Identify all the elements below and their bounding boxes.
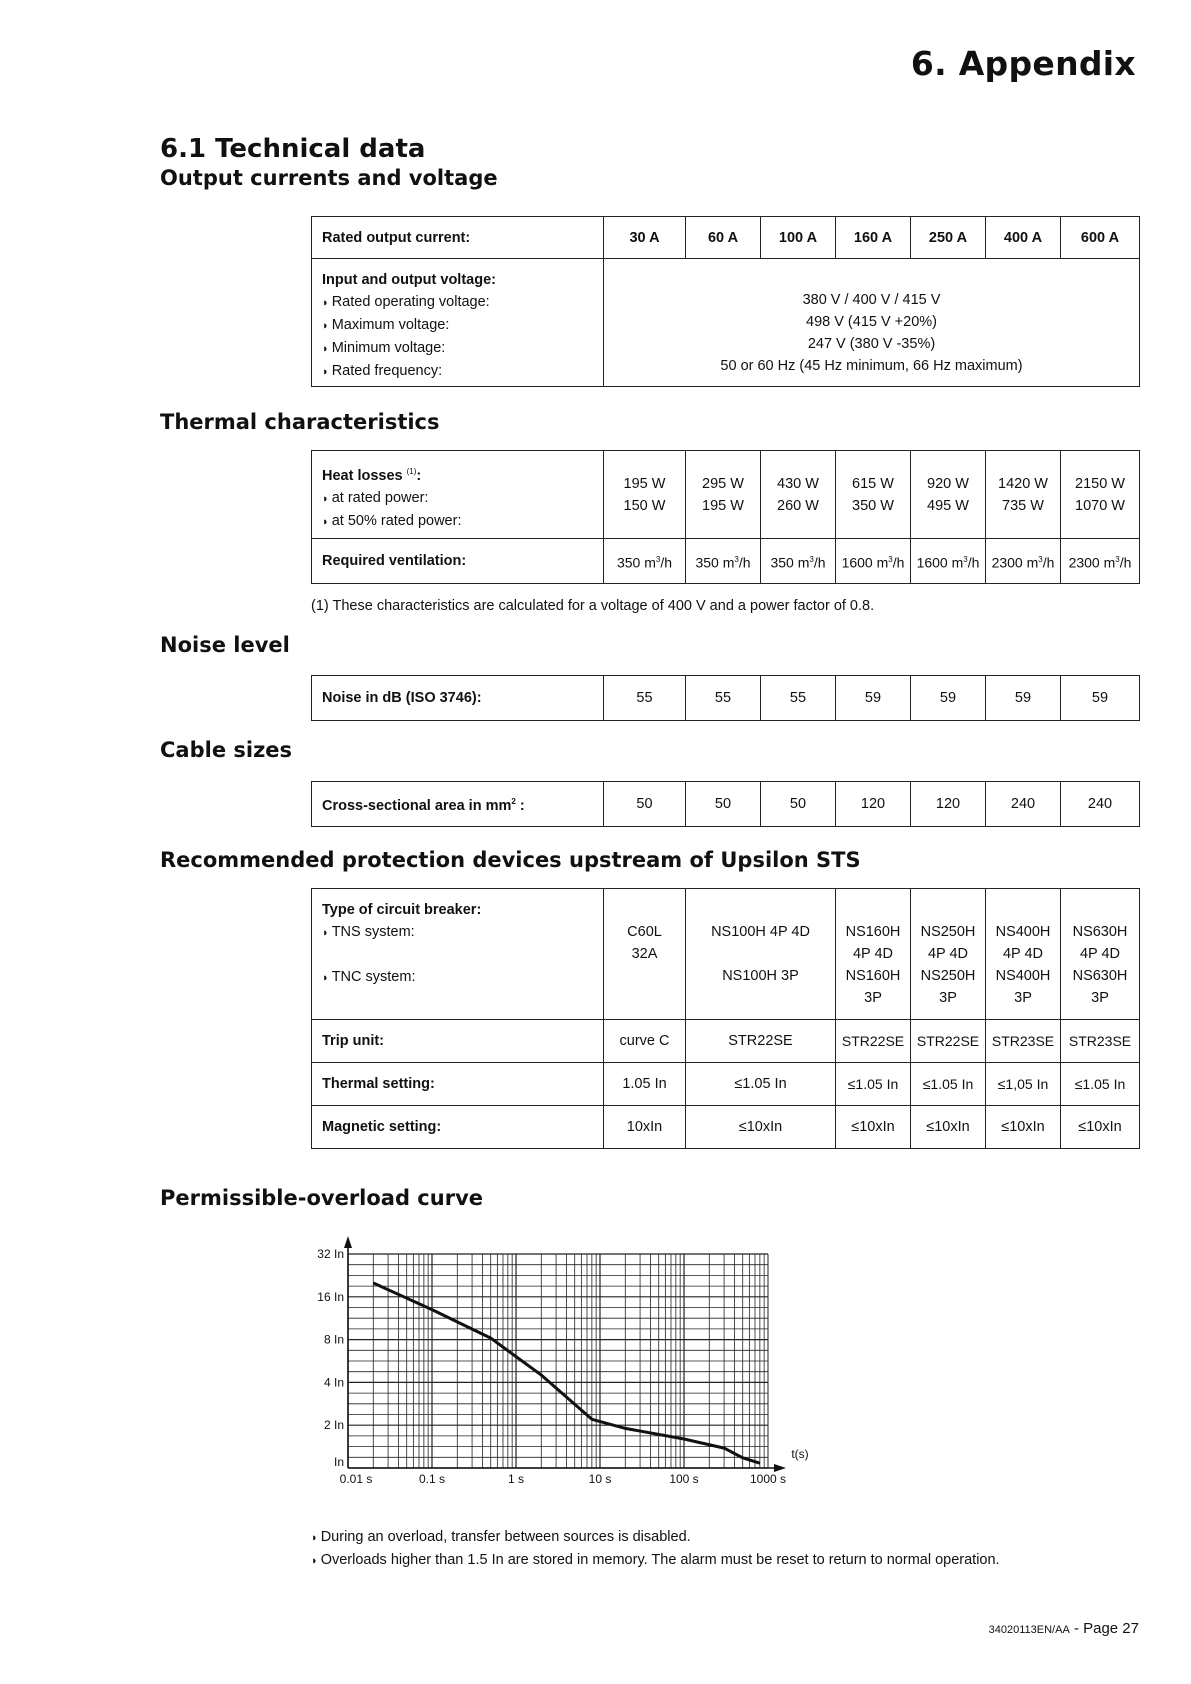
- noise-cell: 55: [604, 676, 686, 721]
- vent-unit-post: /h: [813, 554, 826, 571]
- vent-unit: m: [797, 554, 810, 571]
- thermal-setting-cell: ≤1,05 In: [986, 1063, 1061, 1106]
- vent-value: 1600: [916, 554, 948, 571]
- heat-loss-half: 350 W: [852, 497, 894, 514]
- table-row: [312, 1063, 1140, 1106]
- voltage-label: ◗ Maximum voltage:: [322, 314, 593, 337]
- table-row: [312, 1020, 1140, 1063]
- vent-value: 350: [770, 554, 794, 571]
- breaker-line: NS400H: [995, 968, 1051, 984]
- ventilation-cell: [1061, 539, 1140, 584]
- chart-grid: [348, 1254, 768, 1468]
- heat-loss-rated: 615 W: [852, 475, 894, 492]
- breaker-line: 3P: [1091, 990, 1109, 1006]
- noise-cell: 55: [686, 676, 761, 721]
- heat-loss-rated: 295 W: [702, 475, 744, 492]
- heat-loss-half: 495 W: [927, 497, 969, 514]
- noise-cell: 59: [986, 676, 1061, 721]
- vent-unit: m: [644, 554, 656, 571]
- ventilation-cell: [686, 539, 761, 584]
- noise-cell: 55: [761, 676, 836, 721]
- voltage-label: ◗ Minimum voltage:: [322, 337, 593, 360]
- breaker-labels: [312, 889, 604, 1020]
- heat-loss-half: 195 W: [702, 497, 744, 514]
- ventilation-cell: [836, 539, 911, 584]
- vent-unit-sup: 3: [734, 554, 739, 564]
- chapter-title: 6. Appendix: [910, 44, 1136, 83]
- ventilation-cell: [604, 539, 686, 584]
- magnetic-setting-label: Magnetic setting:: [312, 1106, 604, 1149]
- noise-table: [311, 675, 1140, 721]
- heat-loss-cell: [686, 451, 761, 539]
- breaker-cell: [1061, 889, 1140, 1020]
- magnetic-setting-cell: ≤10xIn: [911, 1106, 986, 1149]
- thermal-setting-label: Thermal setting:: [312, 1063, 604, 1106]
- breaker-title: Type of circuit breaker:: [322, 902, 482, 918]
- table-row: [312, 451, 1140, 539]
- voltage-title: Input and output voltage:: [322, 272, 496, 288]
- heat-loss-cell: [1061, 451, 1140, 539]
- y-tick-label: 2 In: [323, 1418, 344, 1433]
- cable-cell: 240: [1061, 782, 1140, 827]
- half-power-label: ◗ at 50% rated power:: [322, 510, 593, 533]
- thermal-setting-cell: ≤1.05 In: [836, 1063, 911, 1106]
- voltage-label: ◗ Rated operating voltage:: [322, 291, 593, 314]
- vent-unit-sup: 3: [655, 554, 661, 564]
- heat-loss-rated: 195 W: [623, 475, 666, 492]
- x-tick-label: 0.01 s: [339, 1472, 373, 1486]
- breaker-line: NS250H: [920, 924, 976, 940]
- current-cell: 400 A: [986, 217, 1061, 259]
- x-tick-label: 100 s: [669, 1472, 699, 1486]
- overload-heading: Permissible-overload curve: [160, 1186, 483, 1210]
- magnetic-setting-cell: ≤10xIn: [986, 1106, 1061, 1149]
- cable-cell: 50: [686, 782, 761, 827]
- cable-label-sup: 2: [511, 797, 516, 807]
- current-cell: 30 A: [604, 217, 686, 259]
- overload-notes: [311, 1526, 1000, 1572]
- thermal-setting-cell: ≤1.05 In: [1061, 1063, 1140, 1106]
- vent-unit: m: [1103, 554, 1116, 571]
- magnetic-setting-cell: ≤10xIn: [836, 1106, 911, 1149]
- doc-ref: 34020113EN/AA: [988, 1624, 1070, 1636]
- thermal-setting-cell: 1.05 In: [604, 1063, 686, 1106]
- vent-unit-sup: 3: [1115, 554, 1120, 564]
- table-row: [312, 676, 1140, 721]
- cable-table: [311, 781, 1140, 827]
- thermal-heading: Thermal characteristics: [160, 410, 440, 434]
- y-tick-label: 16 In: [317, 1289, 344, 1304]
- vent-unit-post: /h: [660, 554, 673, 571]
- voltage-value: 50 or 60 Hz (45 Hz minimum, 66 Hz maximum): [720, 357, 1023, 374]
- heat-loss-cell: [761, 451, 836, 539]
- tnc-label: ◗ TNC system:: [322, 966, 593, 989]
- overload-note: ◗ Overloads higher than 1.5 In are stored in memory. The alarm must be reset to return to normal operation.: [311, 1549, 1000, 1572]
- vent-unit-post: /h: [967, 554, 980, 571]
- magnetic-setting-cell: 10xIn: [604, 1106, 686, 1149]
- vent-unit-sup: 3: [888, 554, 893, 564]
- voltage-value: 247 V (380 V -35%): [807, 335, 936, 352]
- trip-cell: STR22SE: [686, 1020, 836, 1063]
- heat-loss-cell: [604, 451, 686, 539]
- vent-unit: m: [1026, 554, 1039, 571]
- breaker-line: 4P 4D: [927, 946, 969, 962]
- vent-unit-sup: 3: [809, 554, 814, 564]
- table-row: [312, 1106, 1140, 1149]
- x-tick-label: 10 s: [588, 1472, 612, 1486]
- noise-cell: 59: [836, 676, 911, 721]
- x-tick-label: 0.1 s: [418, 1472, 446, 1486]
- heat-loss-half: 150 W: [623, 497, 666, 514]
- voltage-value: 380 V / 400 V / 415 V: [802, 291, 941, 308]
- trip-cell: STR22SE: [911, 1020, 986, 1063]
- trip-label: Trip unit:: [312, 1020, 604, 1063]
- voltage-label: ◗ Rated frequency:: [322, 360, 593, 383]
- table-row: [312, 889, 1140, 1020]
- cable-cell: 50: [761, 782, 836, 827]
- magnetic-setting-cell: ≤10xIn: [1061, 1106, 1140, 1149]
- cable-cell: 50: [604, 782, 686, 827]
- page-footer: [989, 1620, 1139, 1637]
- thermal-footnote: (1) These characteristics are calculated for a voltage of 400 V and a power factor of 0.8.: [311, 598, 875, 614]
- breaker-line: 3P: [864, 990, 882, 1006]
- output-table: [311, 216, 1140, 387]
- breaker-line: 4P 4D: [1079, 946, 1121, 962]
- voltage-value: 498 V (415 V +20%): [806, 313, 937, 330]
- protection-heading: Recommended protection devices upstream of Upsilon STS: [160, 848, 861, 872]
- heat-loss-cell: [911, 451, 986, 539]
- table-row: [312, 217, 1140, 259]
- page-number: - Page 27: [1069, 1620, 1139, 1637]
- y-tick-label: In: [333, 1455, 344, 1469]
- voltage-values: [604, 259, 1140, 387]
- noise-heading: Noise level: [160, 633, 290, 657]
- breaker-line: 3P: [939, 990, 957, 1006]
- current-cell: 60 A: [686, 217, 761, 259]
- heat-loss-rated: 2150 W: [1075, 475, 1125, 492]
- rated-power-label: ◗ at rated power:: [322, 487, 593, 510]
- current-cell: 160 A: [836, 217, 911, 259]
- heat-loss-title-text: Heat losses: [322, 467, 403, 484]
- ventilation-cell: [986, 539, 1061, 584]
- ventilation-label: Required ventilation:: [312, 539, 604, 584]
- cable-heading: Cable sizes: [160, 738, 293, 762]
- noise-label: Noise in dB (ISO 3746):: [312, 676, 604, 721]
- table-row: [312, 782, 1140, 827]
- output-heading: Output currents and voltage: [160, 166, 498, 190]
- vent-unit-post: /h: [738, 554, 751, 571]
- breaker-line: 4P 4D: [852, 946, 894, 962]
- rated-current-label: Rated output current:: [312, 217, 604, 259]
- vent-unit-post: /h: [1119, 554, 1132, 571]
- breaker-line: NS160H: [845, 924, 901, 940]
- breaker-line: NS250H: [920, 968, 976, 984]
- heat-loss-half: 1070 W: [1075, 497, 1125, 514]
- x-axis-arrow-icon: [774, 1464, 786, 1472]
- vent-unit-sup: 3: [1038, 554, 1043, 564]
- current-cell: 600 A: [1061, 217, 1140, 259]
- ventilation-cell: [911, 539, 986, 584]
- vent-value: 2300: [1068, 554, 1100, 571]
- ventilation-cell: [761, 539, 836, 584]
- protection-table: [311, 888, 1140, 1149]
- section-title: 6.1 Technical data: [160, 134, 426, 164]
- breaker-line: NS630H: [1072, 968, 1128, 984]
- footnote-ref: (1): [406, 467, 417, 476]
- heat-loss-rated: 1420 W: [998, 475, 1048, 492]
- breaker-line: NS400H: [995, 924, 1051, 940]
- vent-value: 2300: [991, 554, 1023, 571]
- breaker-line: NS630H: [1072, 924, 1128, 940]
- current-cell: 100 A: [761, 217, 836, 259]
- table-row: [312, 539, 1140, 584]
- breaker-line: 3P: [1014, 990, 1032, 1006]
- breaker-line: NS160H: [845, 968, 901, 984]
- y-axis-arrow-icon: [344, 1236, 352, 1248]
- breaker-line: 4P 4D: [1002, 946, 1044, 962]
- noise-cell: 59: [1061, 676, 1140, 721]
- overload-chart: [300, 1234, 820, 1510]
- thermal-table: [311, 450, 1140, 584]
- vent-unit: m: [876, 554, 889, 571]
- heat-loss-rated: 430 W: [777, 475, 819, 492]
- heat-loss-cell: [836, 451, 911, 539]
- cable-label-post: :: [515, 797, 525, 814]
- trip-cell: STR23SE: [986, 1020, 1061, 1063]
- vent-value: 350: [695, 554, 719, 571]
- vent-value: 1600: [841, 554, 873, 571]
- y-tick-label: 4 In: [323, 1375, 344, 1390]
- spacer: [322, 944, 593, 966]
- spacer: [696, 943, 825, 965]
- thermal-setting-cell: ≤1.05 In: [911, 1063, 986, 1106]
- heat-loss-labels: [312, 451, 604, 539]
- cable-cell: 120: [836, 782, 911, 827]
- breaker-tnc: NS100H 3P: [722, 968, 799, 984]
- trip-cell: curve C: [604, 1020, 686, 1063]
- breaker-cell: [686, 889, 836, 1020]
- trip-cell: STR22SE: [836, 1020, 911, 1063]
- cable-cell: 240: [986, 782, 1061, 827]
- breaker-tns: NS100H 4P 4D: [711, 924, 810, 940]
- current-cell: 250 A: [911, 217, 986, 259]
- table-row: [312, 259, 1140, 387]
- breaker-cell: [836, 889, 911, 1020]
- breaker-cell: [986, 889, 1061, 1020]
- vent-unit-sup: 3: [963, 554, 968, 564]
- vent-value: 350: [616, 554, 641, 571]
- magnetic-setting-cell: ≤10xIn: [686, 1106, 836, 1149]
- heat-loss-title: [322, 461, 593, 487]
- x-axis-label: t(s): [791, 1447, 809, 1461]
- overload-note: ◗ During an overload, transfer between sources is disabled.: [311, 1526, 1000, 1549]
- trip-cell: STR23SE: [1061, 1020, 1140, 1063]
- cable-label: [312, 782, 604, 827]
- breaker-cell: [911, 889, 986, 1020]
- vent-unit: m: [722, 554, 735, 571]
- thermal-setting-cell: ≤1.05 In: [686, 1063, 836, 1106]
- heat-loss-rated: 920 W: [927, 475, 969, 492]
- heat-loss-colon: :: [416, 467, 422, 484]
- x-tick-label: 1 s: [507, 1472, 525, 1486]
- tns-label: ◗ TNS system:: [322, 921, 593, 944]
- noise-cell: 59: [911, 676, 986, 721]
- breaker-cell: C60L 32A: [604, 889, 686, 1020]
- cable-cell: 120: [911, 782, 986, 827]
- heat-loss-cell: [986, 451, 1061, 539]
- voltage-labels: [312, 259, 604, 387]
- vent-unit-post: /h: [892, 554, 905, 571]
- x-tick-label: 1000 s: [749, 1472, 787, 1486]
- cable-label-text: Cross-sectional area in mm: [322, 797, 512, 814]
- y-tick-label: 8 In: [323, 1332, 344, 1347]
- heat-loss-half: 735 W: [1002, 497, 1044, 514]
- vent-unit: m: [951, 554, 964, 571]
- heat-loss-half: 260 W: [777, 497, 819, 514]
- chart-axes: [344, 1236, 786, 1472]
- vent-unit-post: /h: [1042, 554, 1055, 571]
- y-tick-label: 32 In: [317, 1247, 344, 1261]
